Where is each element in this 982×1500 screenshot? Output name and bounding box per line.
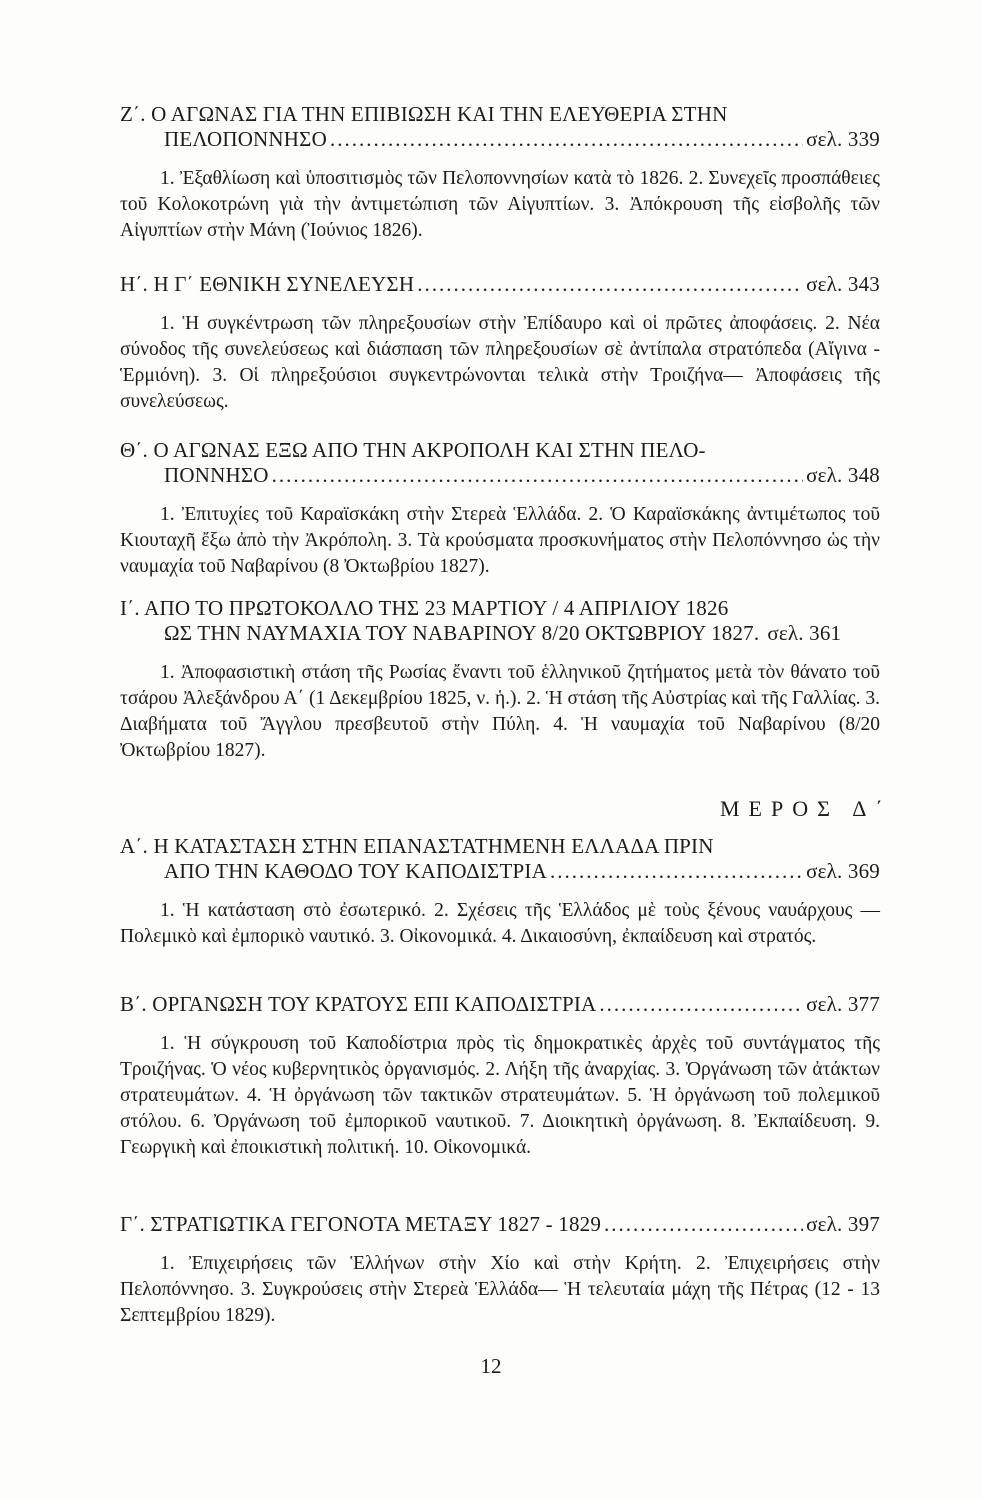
heading-line-2	[120, 859, 880, 884]
dot-leader	[604, 1212, 803, 1237]
heading-line-1: Ι΄. ΑΠΟ ΤΟ ΠΡΩΤΟΚΟΛΛΟ ΤΗΣ 23 ΜΑΡΤΙΟΥ / 4 ΑΠΡΙΛΙΟΥ 1826	[120, 596, 729, 620]
toc-heading	[120, 834, 880, 884]
dot-leader	[330, 127, 803, 152]
page-reference: σελ. 377	[806, 992, 880, 1016]
heading-text: Γ΄. ΣΤΡΑΤΙΩΤΙΚΑ ΓΕΓΟΝΟΤΑ ΜΕΤΑΞΥ 1827 - 1829	[120, 1212, 602, 1236]
heading-text: ΠΟΝΝΗΣΟ	[164, 463, 269, 487]
toc-summary: 1. Ἐπιχειρήσεις τῶν Ἑλλήνων στὴν Χίο καὶ στὴν Κρήτη. 2. Ἐπιχειρήσεις στὴν Πελοπόννησο. 3. Συγκρούσεις στὴν Στερεὰ Ἑλλάδα— Ἡ τελευταία μάχη τῆς Πέτρας (12 - 13 Σεπτεμβρίου 1829).	[120, 1253, 880, 1326]
part-label: ΜΕΡΟΣ Δ΄	[720, 796, 892, 821]
dot-leader	[272, 463, 803, 488]
dot-leader	[417, 272, 803, 297]
toc-summary: 1. Ἀποφασιστικὴ στάση τῆς Ρωσίας ἔναντι τοῦ ἑλληνικοῦ ζητήματος μετὰ τὸν θάνατο τοῦ τσάρου Ἀλεξάνδρου Α΄ (1 Δεκεμβρίου 1825, ν. ἡ.). 2. Ἡ στάση τῆς Αὐστρίας καὶ τῆς Γαλλίας. 3. Διαβήματα τοῦ Ἄγγλου πρεσβευτοῦ στὴν Πύλη. 4. Ἡ ναυμαχία τοῦ Ναβαρίνου (8/20 Ὀκτωβρίου 1827).	[120, 662, 880, 761]
heading-line-1	[120, 1212, 880, 1237]
heading-line-1: Θ΄. Ο ΑΓΩΝΑΣ ΕΞΩ ΑΠΟ ΤΗΝ ΑΚΡΟΠΟΛΗ ΚΑΙ ΣΤΗΝ ΠΕΛΟ-	[120, 438, 706, 462]
heading-text: ΑΠΟ ΤΗΝ ΚΑΘΟΔΟ ΤΟΥ ΚΑΠΟΔΙΣΤΡΙΑ	[164, 859, 547, 883]
page-reference: σελ. 361	[767, 621, 842, 645]
toc-heading	[120, 596, 880, 646]
page-reference: σελ. 339	[806, 127, 880, 151]
toc-heading	[120, 438, 880, 488]
heading-text: Η΄. Η Γ΄ ΕΘΝΙΚΗ ΣΥΝΕΛΕΥΣΗ	[120, 272, 415, 296]
heading-line-1	[120, 992, 880, 1017]
heading-line-1	[120, 272, 880, 297]
dot-leader	[599, 992, 803, 1017]
toc-heading	[120, 102, 880, 152]
heading-text: Β΄. ΟΡΓΑΝΩΣΗ ΤΟΥ ΚΡΑΤΟΥΣ ΕΠΙ ΚΑΠΟΔΙΣΤΡΙΑ	[120, 992, 597, 1016]
heading-line-2	[120, 127, 880, 152]
page-reference: σελ. 369	[806, 859, 880, 883]
toc-entry-i	[120, 596, 880, 764]
toc-entry-theta	[120, 438, 880, 580]
heading-line-2	[120, 621, 880, 646]
heading-line-2	[120, 463, 880, 488]
toc-entry-a	[120, 834, 880, 950]
toc-entry-z	[120, 102, 880, 244]
page-number: 12	[480, 1354, 502, 1378]
heading-line-1: Ζ΄. Ο ΑΓΩΝΑΣ ΓΙΑ ΤΗΝ ΕΠΙΒΙΩΣΗ ΚΑΙ ΤΗΝ ΕΛΕΥΘΕΡΙΑ ΣΤΗΝ	[120, 102, 728, 126]
heading-text: ΩΣ ΤΗΝ ΝΑΥΜΑΧΙΑ ΤΟΥ ΝΑΒΑΡΙΝΟΥ 8/20 ΟΚΤΩΒΡΙΟΥ 1827.	[164, 621, 760, 645]
toc-heading	[120, 1212, 880, 1237]
toc-summary: 1. Ἐξαθλίωση καὶ ὑποσιτισμὸς τῶν Πελοποννησίων κατὰ τὸ 1826. 2. Συνεχεῖς προσπάθειες τοῦ Κολοκοτρώνη γιὰ τὴν ἀντιμετώπιση τῶν Αἰγυπτίων. 3. Ἀπόκρουση τῆς εἰσβολῆς τῶν Αἰγυπτίων στὴν Μάνη (Ἰούνιος 1826).	[120, 168, 880, 241]
page-reference: σελ. 348	[806, 463, 880, 487]
page-reference: σελ. 397	[806, 1212, 880, 1236]
toc-heading	[120, 992, 880, 1017]
toc-summary: 1. Ἡ σύγκρουση τοῦ Καποδίστρια πρὸς τὶς δημοκρατικὲς ἀρχὲς τοῦ συντάγματος τῆς Τροιζήνας. Ὁ νέος κυβερνητικὸς ὀργανισμός. 2. Λήξη τῆς ἀναρχίας. 3. Ὀργάνωση τῶν ἀτάκτων στρατευμάτων. 4. Ἡ ὀργάνωση τῶν τακτικῶν στρατευμάτων. 5. Ἡ ὀργάνωση τοῦ πολεμικοῦ στόλου. 6. Ὀργάνωση τοῦ ἐμπορικοῦ ναυτικοῦ. 7. Διοικητικὴ ὀργάνωση. 8. Ἐκπαίδευση. 9. Γεωργικὴ καὶ ἐποικιστικὴ πολιτική. 10. Οἰκονομικά.	[120, 1033, 880, 1158]
page-reference: σελ. 343	[806, 272, 880, 296]
toc-entry-h	[120, 272, 880, 415]
toc-heading	[120, 272, 880, 297]
toc-entry-b	[120, 992, 880, 1161]
toc-entry-g	[120, 1212, 880, 1329]
heading-line-1: Α΄. Η ΚΑΤΑΣΤΑΣΗ ΣΤΗΝ ΕΠΑΝΑΣΤΑΤΗΜΕΝΗ ΕΛΛΑΔΑ ΠΡΙΝ	[120, 834, 714, 858]
toc-summary: 1. Ἡ κατάσταση στὸ ἐσωτερικό. 2. Σχέσεις τῆς Ἑλλάδος μὲ τοὺς ξένους ναυάρχους — Πολεμικὸ καὶ ἐμπορικὸ ναυτικό. 3. Οἰκονομικά. 4. Δικαιοσύνη, ἐκπαίδευση καὶ στρατός.	[120, 900, 880, 947]
toc-summary: 1. Ἡ συγκέντρωση τῶν πληρεξουσίων στὴν Ἐπίδαυρο καὶ οἱ πρῶτες ἀποφάσεις. 2. Νέα σύνοδος τῆς συνελεύσεως καὶ διάσπαση τῶν πληρεξουσίων σὲ ἀντίπαλα στρατόπεδα (Αἴγινα - Ἑρμιόνη). 3. Οἱ πληρεξούσιοι συγκεντρώνονται τελικὰ στὴν Τροιζήνα— Ἀποφάσεις τῆς συνελεύσεως.	[120, 313, 880, 412]
dot-leader	[550, 859, 803, 884]
toc-summary: 1. Ἐπιτυχίες τοῦ Καραϊσκάκη στὴν Στερεὰ Ἑλλάδα. 2. Ὁ Καραϊσκάκης ἀντιμέτωπος τοῦ Κιουταχῆ ἔξω ἀπὸ τὴν Ἀκρόπολη. 3. Τὰ κρούσματα προσκυνήματος στὴν Πελοπόννησο ὡς τὴν ναυμαχία τοῦ Ναβαρίνου (8 Ὀκτωβρίου 1827).	[120, 504, 880, 577]
heading-text: ΠΕΛΟΠΟΝΝΗΣΟ	[164, 127, 327, 151]
